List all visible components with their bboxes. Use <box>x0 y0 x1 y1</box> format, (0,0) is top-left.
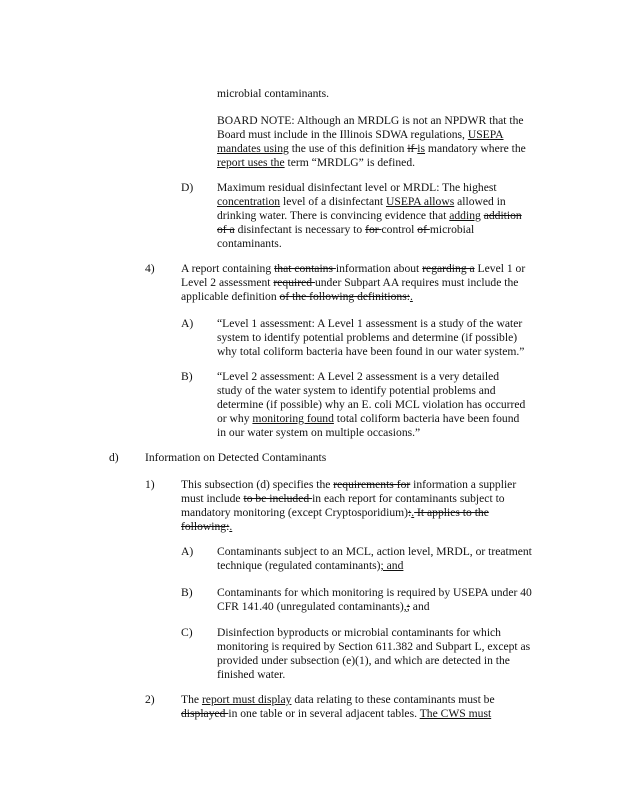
struck-deletion: : <box>408 506 412 519</box>
section-label-d: d) <box>109 451 119 464</box>
struck-deletion: of <box>417 223 430 236</box>
item-label-d1C: C) <box>181 626 193 639</box>
struck-deletion: for <box>365 223 382 236</box>
item-label-d1: 1) <box>145 478 155 491</box>
underlined-insertion: ; and <box>380 559 404 572</box>
definition-level-2: “Level 2 assessment: A Level 2 assessment is a very detailed study of the water system to identify potential problems and determine (if possible) why an E. coli MCL violation has occurred or why monitoring found total coliform bacteria have been found in our water system on multiple occasions.” <box>217 370 526 439</box>
item-label-d1A: A) <box>181 545 194 558</box>
underlined-insertion: USEPA <box>467 128 504 141</box>
struck-deletion: requirements for <box>333 478 411 491</box>
underlined-insertion: USEPA allows <box>386 195 455 208</box>
struck-deletion: addition <box>483 209 522 222</box>
list-item-regulated: Contaminants subject to an MCL, action level, MRDL, or treatment technique (regulated contaminants); and <box>217 545 532 572</box>
definition-level-1: “Level 1 assessment: A Level 1 assessment is a study of the water system to identify potential problems and determine (if possible) why total coliform bacteria have been found in our water system.” <box>217 317 525 358</box>
struck-deletion: required <box>273 276 315 289</box>
struck-deletion: that contains <box>274 262 336 275</box>
underlined-insertion: . <box>411 506 415 519</box>
underlined-insertion: mandates using <box>217 142 289 155</box>
struck-deletion: following: <box>181 520 230 533</box>
underlined-insertion: , <box>403 600 407 613</box>
struck-deletion: regarding a <box>422 262 475 275</box>
list-item-disinfection: Disinfection byproducts or microbial contaminants for which monitoring is required by Section 611.382 and Subpart L, except as provided under subsection (e)(1), and which are detected in the finished water. <box>217 626 531 681</box>
underlined-insertion: The CWS must <box>419 707 492 720</box>
board-note: BOARD NOTE: Although an MRDLG is not an NPDWR that the Board must include in the Illinois SDWA regulations, USEPA mandates using the use of this definition if is mandatory where the report uses the term “MRDLG” is defined. <box>217 114 526 169</box>
struck-deletion: It applies to the <box>414 506 489 519</box>
item-label-D: D) <box>181 181 194 194</box>
item-label-4A: A) <box>181 317 194 330</box>
item-label-4: 4) <box>145 262 155 275</box>
underlined-insertion: is <box>417 142 426 155</box>
paragraph-4: A report containing that contains information about regarding a Level 1 or Level 2 assessment required under Subpart AA requires must include the applicable definition of the following definitions:. <box>181 262 526 303</box>
paragraph-d1: This subsection (d) specifies the requirements for information a supplier must include to be included in each report for contaminants subject to mandatory monitoring (except Cryptosporidium):. It applies to the following:. <box>181 478 517 533</box>
item-label-d2: 2) <box>145 693 155 706</box>
definition-mrdl: Maximum residual disinfectant level or MRDL: The highest concentration level of a disinfectant USEPA allows allowed in drinking water. There is convincing evidence that adding addition of a disinfectant is necessary to for control of microbial contaminants. <box>217 181 522 250</box>
struck-deletion: to be included <box>243 492 313 505</box>
continuation-text: microbial contaminants. <box>217 87 330 100</box>
paragraph-d2: The report must display data relating to these contaminants must be displayed in one table or in several adjacent tables. The CWS must <box>181 693 495 720</box>
underlined-insertion: report uses the <box>217 156 285 169</box>
underlined-insertion: adding <box>449 209 481 222</box>
underlined-insertion: report must display <box>201 693 292 706</box>
struck-deletion: of a <box>217 223 235 236</box>
struck-deletion: of the following definitions: <box>279 290 410 303</box>
struck-deletion: ; <box>406 600 410 613</box>
item-label-d1B: B) <box>181 586 193 599</box>
section-heading: Information on Detected Contaminants <box>145 451 327 464</box>
struck-deletion: displayed <box>181 707 229 720</box>
struck-deletion: if <box>407 142 418 155</box>
item-label-4B: B) <box>181 370 193 383</box>
underlined-insertion: . <box>229 520 233 533</box>
underlined-insertion: monitoring found <box>252 412 334 425</box>
underlined-insertion: concentration <box>217 195 281 208</box>
list-item-unregulated: Contaminants for which monitoring is required by USEPA under 40 CFR 141.40 (unregulated contaminants),; and <box>217 586 532 613</box>
underlined-insertion: . <box>409 290 413 303</box>
